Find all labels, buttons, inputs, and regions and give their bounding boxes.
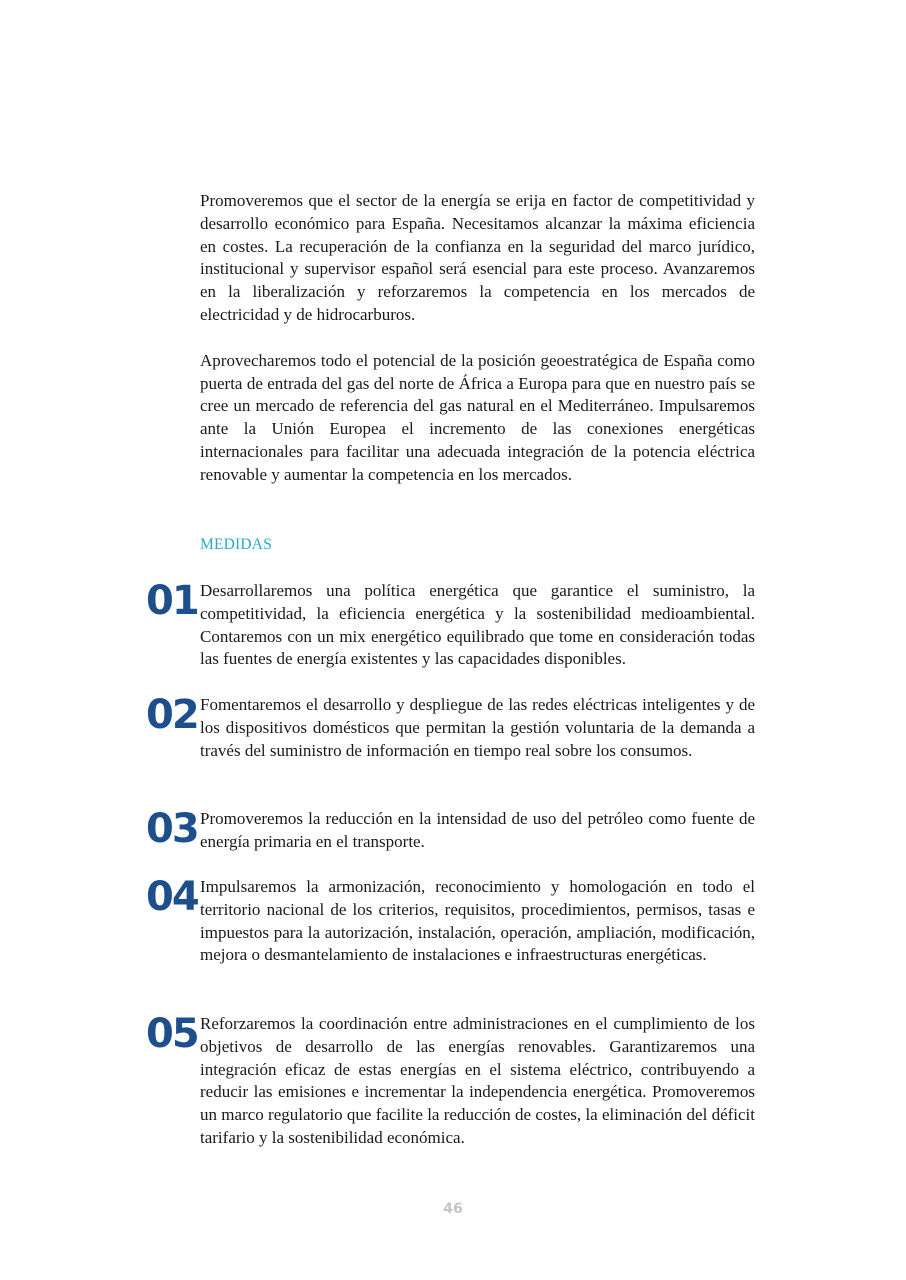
intro-paragraph: Aprovecharemos todo el potencial de la posición geoestratégica de España como puerta de entrada del gas del norte de África a Europa para que en nuestro país se cree un mercado de referencia del gas natural en el Mediterráneo. Impulsaremos ante la Unión Europea el incremento de las conexiones energéticas internacionales para facilitar una adecuada integración de la potencia eléctrica renovable y aumentar la competencia en los mercados.: [200, 350, 755, 484]
measure-text: Fomentaremos el desarrollo y despliegue de las redes eléctricas inteligentes y de los dispositivos domésticos que permitan la gestión voluntaria de la demanda a través del suministro de información en tiempo real sobre los consumos.: [200, 695, 755, 760]
measure-number: 05: [146, 1011, 198, 1057]
measure-number: 02: [146, 692, 198, 738]
page-number: 46: [443, 1201, 463, 1217]
measure-item: [146, 808, 755, 854]
intro-section: [200, 190, 755, 510]
measure-text: Impulsaremos la armonización, reconocimiento y homologación en todo el territorio nacional de los criterios, requisitos, procedimientos, permisos, tasas e impuestos para la autorización, instalación, operación, ampliación, modificación, mejora o desmantelamiento de instalaciones e infraestructuras energéticas.: [200, 877, 755, 965]
measure-text: Desarrollaremos una política energética que garantice el suministro, la competitividad, la eficiencia energética y la sostenibilidad medioambiental. Contaremos con un mix energético equilibrado que tome en consideración todas las fuentes de energía existentes y las capacidades disponibles.: [200, 581, 755, 669]
section-heading: MEDIDAS: [200, 536, 273, 553]
measure-text: Promoveremos la reducción en la intensidad de uso del petróleo como fuente de energía primaria en el transporte.: [200, 809, 755, 851]
measure-item: [146, 694, 755, 762]
intro-paragraph: Promoveremos que el sector de la energía se erija en factor de competitividad y desarrollo económico para España. Necesitamos alcanzar la máxima eficiencia en costes. La recuperación de la confianza en la seguridad del marco jurídico, institucional y supervisor español será esencial para este proceso. Avanzaremos en la liberalización y reforzaremos la competencia en los mercados de electricidad y de hidrocarburos.: [200, 191, 755, 324]
measure-item: [146, 580, 755, 671]
measure-item: [146, 876, 755, 967]
measure-number: 03: [146, 806, 198, 852]
measure-number: 01: [146, 578, 198, 624]
measure-text: Reforzaremos la coordinación entre administraciones en el cumplimiento de los objetivos de desarrollo de las energías renovables. Garantizaremos una integración eficaz de estas energías en el sistema eléctrico, contribuyendo a reducir las emisiones e incrementar la independencia energética. Promoveremos un marco regulatorio que facilite la reducción de costes, la eliminación del déficit tarifario y la sostenibilidad económica.: [200, 1014, 755, 1147]
measure-item: [146, 1013, 755, 1150]
measure-number: 04: [146, 874, 198, 920]
